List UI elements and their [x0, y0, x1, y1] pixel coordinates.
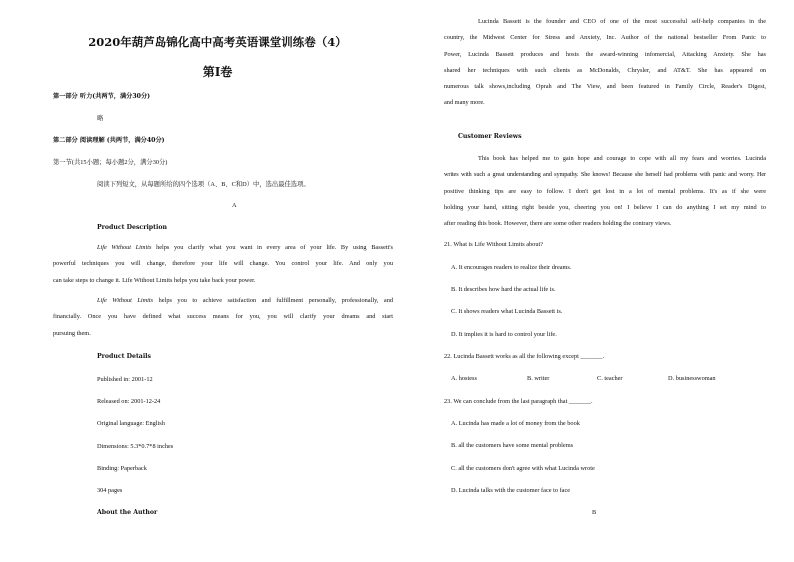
q23-option-b: B. all the customers have some mental problems [451, 442, 574, 449]
author-line-4: shared her techniques with such clients as McDonalds, Chrysler, and AT&T. She has appeared on [444, 66, 766, 74]
exam-title: 2020年葫芦岛锦化高中高考英语课堂训练卷（4） [88, 35, 347, 49]
q22-option-c: C. teacher [597, 375, 623, 382]
customer-reviews-heading: Customer Reviews [458, 133, 522, 140]
question-22: 22. Lucinda Bassett works as all the following except _______. [444, 353, 605, 360]
author-line-5: numerous talk shows,including Oprah and The View, and been featured in Family Circle, Reader's Digest, [444, 83, 766, 91]
right-column [420, 0, 766, 562]
review-line-5: after reading this book. However, there are some other readers holding the contrary views. [444, 220, 672, 228]
description-paragraph-1 [53, 240, 393, 289]
q21-option-a: A. It encourages readers to realize their dreams. [451, 264, 572, 271]
about-author-heading: About the Author [97, 509, 158, 516]
instruction-text: 阅读下列短文，从每题所给的四个选项（A、B、C和D）中，选出最佳选项。 [97, 181, 310, 188]
q23-option-c: C. all the customers don't agree with what Lucinda wrote [451, 465, 595, 472]
q22-option-d: D. businesswoman [668, 375, 716, 382]
q23-option-a: A. Lucinda has made a lot of money from the book [451, 420, 580, 427]
para1-line3: can take steps to change it. Life Without Limits helps you take back your power. [53, 276, 256, 284]
para2-line3: pursuing them. [53, 329, 91, 337]
passage-letter-a: A [232, 202, 237, 209]
review-line-3: positive thinking tips are easy to follow. I don't get lost in a lot of mental problems. It's as if she were [444, 187, 766, 195]
part1-heading: 第一部分 听力(共两节，满分30分) [53, 93, 151, 100]
author-line-3: Power, Lucinda Bassett produces and hosts the award-winning infomercial, Attacking Anxiety. She has [444, 50, 766, 58]
review-line-4: holding your hand, sitting right beside you, cheering you on! I believe I can do anything I set my mind to [444, 203, 766, 211]
review-paragraph [444, 151, 766, 232]
author-line-6: and many more. [444, 99, 485, 107]
detail-published: Published in: 2001-12 [97, 376, 153, 383]
book-title: Life Without Limits [97, 244, 152, 251]
passage-letter-b: B [592, 509, 597, 516]
author-line-1: Lucinda Bassett is the founder and CEO of one of the most successful self-help companies in the [478, 18, 766, 25]
detail-released: Released on: 2001-12-24 [97, 398, 161, 405]
q21-option-b: B. It describes how hard the actual life is. [451, 286, 556, 293]
detail-binding: Binding: Paperback [97, 465, 147, 472]
left-column [40, 0, 395, 562]
product-details-heading: Product Details [97, 353, 151, 360]
q21-option-d: D. It implies it is hard to control your life. [451, 331, 557, 338]
q22-option-b: B. writer [527, 375, 550, 382]
question-21: 21. What is Life Without Limits about? [444, 241, 544, 248]
description-paragraph-2 [53, 293, 393, 342]
detail-dimensions: Dimensions: 5.3*0.7*8 inches [97, 443, 174, 450]
detail-pages: 304 pages [97, 487, 123, 494]
volume-heading: 第Ⅰ卷 [202, 65, 233, 79]
product-description-heading: Product Description [97, 224, 167, 231]
q23-option-d: D. Lucinda talks with the customer face to face [451, 487, 571, 494]
book-title: Life Without Limits [97, 297, 154, 304]
part1-note: 略 [97, 115, 104, 122]
author-paragraph [444, 14, 766, 112]
para2-line1-rest: helps you to achieve satisfaction and fulfillment personally, professionally, and [158, 297, 393, 304]
author-line-2: country, the Midwest Center for Stress and Anxiety, Inc. Author of the national bestseller From Panic to [444, 34, 766, 42]
detail-language: Original language: English [97, 420, 165, 427]
section1-heading: 第一节(共15小题；每小题2分，满分30分) [53, 159, 168, 166]
review-line-2: writes with such a great understanding and sympathy. She knows! Because she herself had problems with panic and worry. Her [444, 171, 766, 179]
para1-line1-rest: helps you clarify what you want in every area of your life. By using Bassett's [156, 244, 393, 251]
q21-option-c: C. It shows readers what Lucinda Bassett is. [451, 308, 563, 315]
review-line-1: This book has helped me to gain hope and courage to cope with all my fears and worries. Lucinda [478, 155, 766, 162]
para2-line2: financially. Once you have defined what success means for you, you will clarify your dreams and start [53, 313, 393, 321]
question-23: 23. We can conclude from the last paragraph that _______. [444, 398, 593, 405]
q22-option-a: A. hostess [451, 375, 477, 382]
para1-line2: powerful techniques you will change, therefore your life will change. You control your life. And only you [53, 260, 393, 268]
part2-heading: 第二部分 阅读理解 (共两节，满分40分) [53, 137, 165, 144]
